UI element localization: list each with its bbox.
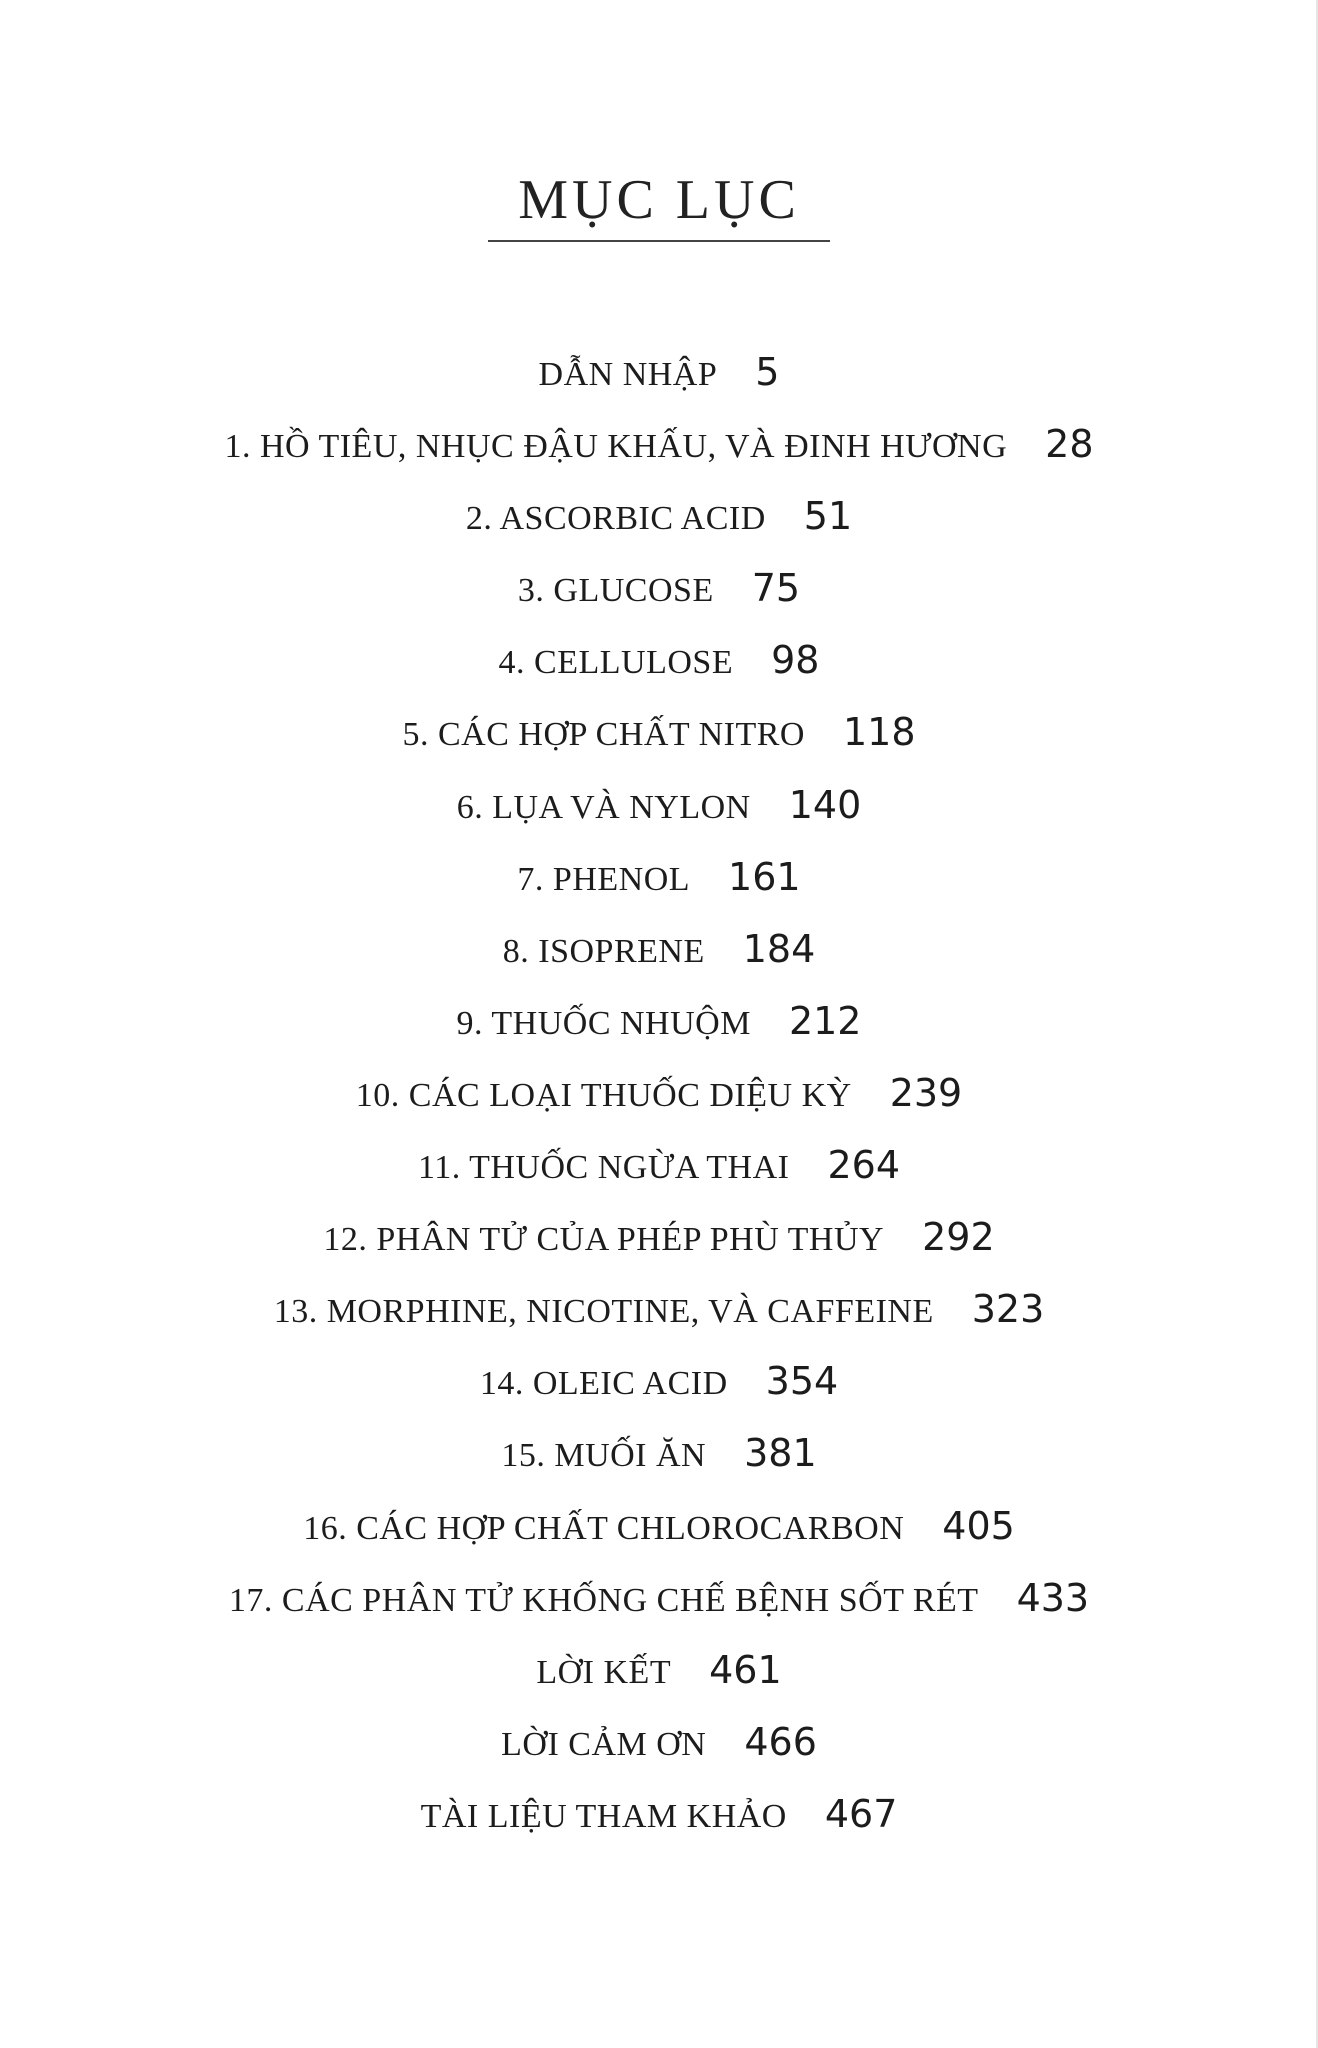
toc-entry-title: 3. GLUCOSE [517, 572, 714, 610]
toc-entry-title: LỜI CẢM ƠN [501, 1725, 707, 1763]
toc-entry [0, 1359, 1318, 1431]
toc-entry [0, 1648, 1318, 1720]
toc-entry-title: 15. MUỐI ĂN [501, 1437, 707, 1475]
toc-entry-page-number: 239 [889, 1070, 963, 1115]
toc-entry [0, 566, 1318, 638]
toc-entry-page-number: 75 [751, 566, 801, 611]
toc-entry [0, 350, 1318, 422]
page-title: MỤC LỤC [488, 168, 830, 242]
toc-entry-page-number: 184 [742, 926, 816, 971]
toc-entry-title: DẪN NHẬP [538, 356, 718, 393]
toc-entry [0, 1143, 1318, 1215]
toc-entry-page-number: 461 [709, 1647, 782, 1692]
toc-entry-title: 8. ISOPRENE [502, 932, 705, 970]
toc-entry [0, 1504, 1318, 1576]
toc-entry [0, 1431, 1318, 1503]
toc-entry-page-number: 433 [1016, 1575, 1090, 1620]
toc-entry [0, 494, 1318, 566]
toc-entry-page-number: 467 [824, 1791, 898, 1836]
toc-entry-title: 13. MORPHINE, NICOTINE, VÀ CAFFEINE [273, 1293, 934, 1331]
toc-entry [0, 1792, 1318, 1864]
toc-entry [0, 999, 1318, 1071]
toc-entry-title: 16. CÁC HỢP CHẤT CHLOROCARBON [303, 1509, 905, 1547]
toc-entry [0, 710, 1318, 782]
toc-entry-page-number: 212 [788, 998, 862, 1043]
toc-entry [0, 1215, 1318, 1287]
toc-entry [0, 1576, 1318, 1648]
toc-entry [0, 422, 1318, 494]
toc-entry-page-number: 51 [803, 494, 853, 539]
toc-entry-title: 6. LỤA VÀ NYLON [456, 788, 751, 826]
table-of-contents [0, 350, 1318, 1864]
toc-entry-title: 7. PHENOL [517, 860, 691, 898]
toc-entry-page-number: 405 [942, 1503, 1015, 1548]
toc-entry [0, 927, 1318, 999]
toc-entry-title: 14. OLEIC ACID [479, 1365, 728, 1403]
toc-entry-page-number: 264 [827, 1143, 900, 1188]
toc-entry-title: LỜI KẾT [536, 1653, 672, 1691]
toc-entry [0, 638, 1318, 710]
toc-entry-page-number: 118 [842, 710, 916, 755]
toc-entry-title: 5. CÁC HỢP CHẤT NITRO [402, 716, 805, 754]
heading-container [0, 168, 1318, 242]
toc-entry-page-number: 5 [755, 350, 780, 394]
toc-entry-page-number: 161 [728, 854, 801, 899]
toc-entry-title: 9. THUỐC NHUỘM [456, 1004, 751, 1042]
toc-entry-title: 12. PHÂN TỬ CỦA PHÉP PHÙ THỦY [323, 1221, 885, 1259]
toc-entry-page-number: 28 [1045, 422, 1094, 467]
toc-entry-title: TÀI LIỆU THAM KHẢO [420, 1797, 787, 1835]
toc-entry-title: 11. THUỐC NGỪA THAI [417, 1149, 790, 1187]
toc-entry-page-number: 292 [922, 1215, 995, 1260]
toc-entry-title: 4. CELLULOSE [498, 644, 734, 682]
toc-entry [0, 1287, 1318, 1359]
toc-entry [0, 1720, 1318, 1792]
toc-entry-title: 2. ASCORBIC ACID [465, 500, 766, 538]
toc-entry-page-number: 381 [744, 1431, 817, 1476]
toc-entry-page-number: 323 [971, 1287, 1045, 1332]
toc-entry [0, 1071, 1318, 1143]
toc-entry-page-number: 98 [771, 638, 820, 683]
toc-entry-title: 10. CÁC LOẠI THUỐC DIỆU KỲ [355, 1076, 852, 1114]
toc-entry-page-number: 140 [788, 782, 862, 827]
toc-entry-title: 17. CÁC PHÂN TỬ KHỐNG CHẾ BỆNH SỐT RÉT [228, 1581, 979, 1619]
toc-entry-title: 1. HỒ TIÊU, NHỤC ĐẬU KHẤU, VÀ ĐINH HƯƠNG [224, 428, 1008, 466]
toc-entry [0, 855, 1318, 927]
toc-entry-page-number: 354 [765, 1359, 839, 1404]
toc-entry [0, 783, 1318, 855]
toc-entry-page-number: 466 [744, 1719, 817, 1764]
